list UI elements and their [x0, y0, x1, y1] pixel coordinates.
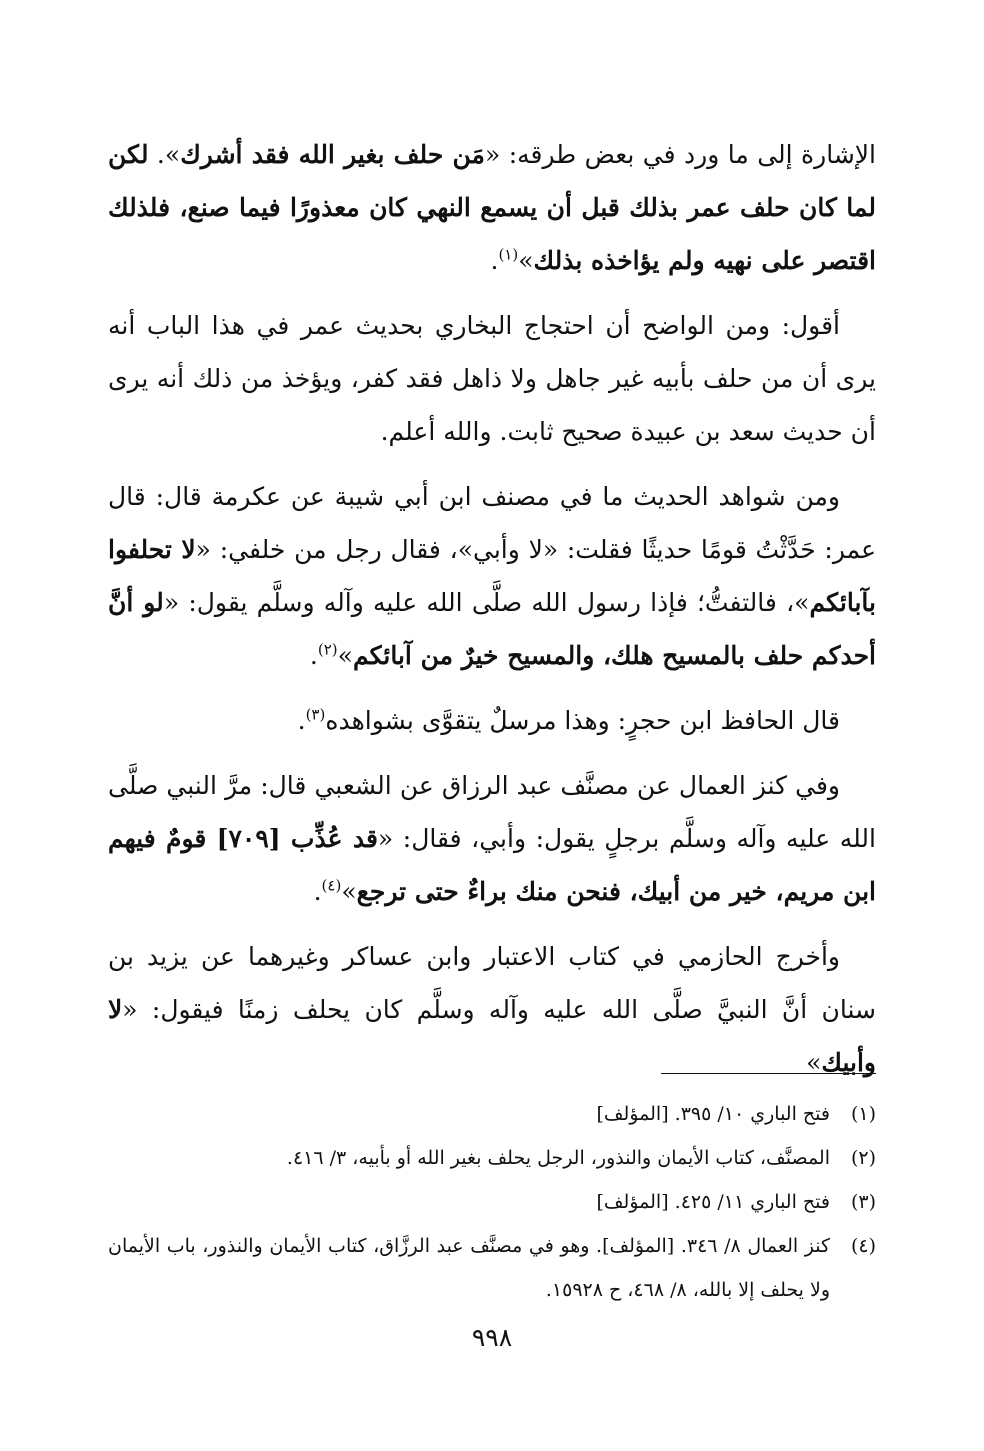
bold-quote: قد عُذِّب [٧٠٩] قومٌ فيهم ابن مريم، خير من أبيك، فنحن منك براءٌ حتى ترجع — [108, 824, 876, 906]
footnote-number: (٣) — [850, 1191, 876, 1213]
footnote-number: (١) — [850, 1103, 876, 1125]
text-run: » — [518, 246, 534, 275]
text-run: ». — [148, 140, 181, 169]
footnote-text: المصنَّف، كتاب الأيمان والنذور، الرجل يحلف بغير الله أو بأبيه، ٣/ ٤١٦. — [286, 1147, 830, 1169]
paragraph — [108, 470, 876, 682]
footnote — [108, 1136, 876, 1180]
footnote — [108, 1224, 876, 1312]
text-run: »، فالتفتُّ؛ فإذا رسول الله صلَّى الله عليه وآله وسلَّم يقول: « — [163, 588, 810, 617]
text-run: . — [490, 246, 499, 275]
footnote-reference: (١) — [498, 245, 519, 264]
footnote-text: فتح الباري ١٠/ ٣٩٥. [المؤلف] — [596, 1103, 830, 1125]
text-run: ومن شواهد الحديث ما في مصنف ابن أبي شيبة عن عكرمة قال: قال عمر: حَدَّثْتُ قومًا حديثًا فقلت: «لا وأبي»، فقال رجل من خلفي: « — [108, 482, 876, 564]
footnote-number: (٤) — [850, 1235, 876, 1257]
footnote-number: (٢) — [850, 1147, 876, 1169]
text-run: وأخرج الحازمي في كتاب الاعتبار وابن عساكر وغيرهما عن يزيد بن سنان أنَّ النبيَّ صلَّى الله عليه وآله وسلَّم كان يحلف زمنًا فيقول: « — [108, 942, 876, 1024]
text-run: » — [806, 1048, 822, 1077]
bold-quote: لكن لما كان حلف عمر بذلك قبل أن يسمع النهي كان معذورًا فيما صنع، فلذلك اقتصر على نهيه ولم يؤاخذه بذلك — [108, 140, 876, 275]
footnote — [108, 1092, 876, 1136]
text-run: . — [309, 641, 318, 670]
bold-quote: لا وأبيك — [108, 995, 876, 1077]
bold-quote: مَن حلف بغير الله فقد أشرك — [180, 140, 485, 169]
paragraph — [108, 694, 876, 747]
text-run: . — [297, 706, 306, 735]
text-run: » — [337, 641, 353, 670]
main-text — [108, 128, 876, 1101]
text-run: وفي كنز العمال عن مصنَّف عبد الرزاق عن الشعبي قال: مرَّ النبي صلَّى الله عليه وآله وسلَّم برجلٍ يقول: وأبي، فقال: « — [108, 771, 876, 853]
paragraph — [108, 759, 876, 918]
paragraph — [108, 930, 876, 1089]
page-number: ٩٩٨ — [471, 1323, 513, 1352]
footnotes — [108, 1092, 876, 1312]
bold-quote: لو أنَّ أحدكم حلف بالمسيح هلك، والمسيح خيرٌ من آبائكم — [108, 588, 876, 670]
text-run: الإشارة إلى ما ورد في بعض طرقه: « — [484, 140, 876, 169]
bold-quote: لا تحلفوا بآبائكم — [108, 535, 876, 617]
text-run: » — [341, 877, 357, 906]
text-run: قال الحافظ ابن حجرٍ: وهذا مرسلٌ يتقوَّى بشواهده — [325, 706, 840, 735]
footnote-text: فتح الباري ١١/ ٤٢٥. [المؤلف] — [596, 1191, 830, 1213]
paragraph — [108, 299, 876, 458]
footnote-separator — [661, 1073, 876, 1074]
footnote-text: كنز العمال ٨/ ٣٤٦. [المؤلف]. وهو في مصنَّف عبد الرزَّاق، كتاب الأيمان والنذور، باب الأيمان ولا يحلف إلا بالله، ٨/ ٤٦٨، ح ١٥٩٢٨. — [108, 1235, 830, 1301]
text-run: أقول: ومن الواضح أن احتجاج البخاري بحديث عمر في هذا الباب أنه يرى أن من حلف بأبيه غير جاهل ولا ذاهل فقد كفر، ويؤخذ من ذلك أنه يرى أن حديث سعد بن عبيدة صحيح ثابت. والله أعلم. — [108, 311, 876, 446]
footnote-reference: (٤) — [321, 876, 342, 895]
footnote-reference: (٢) — [317, 640, 338, 659]
footnote — [108, 1180, 876, 1224]
paragraph — [108, 128, 876, 287]
text-run: . — [313, 877, 322, 906]
footnote-reference: (٣) — [305, 705, 326, 724]
